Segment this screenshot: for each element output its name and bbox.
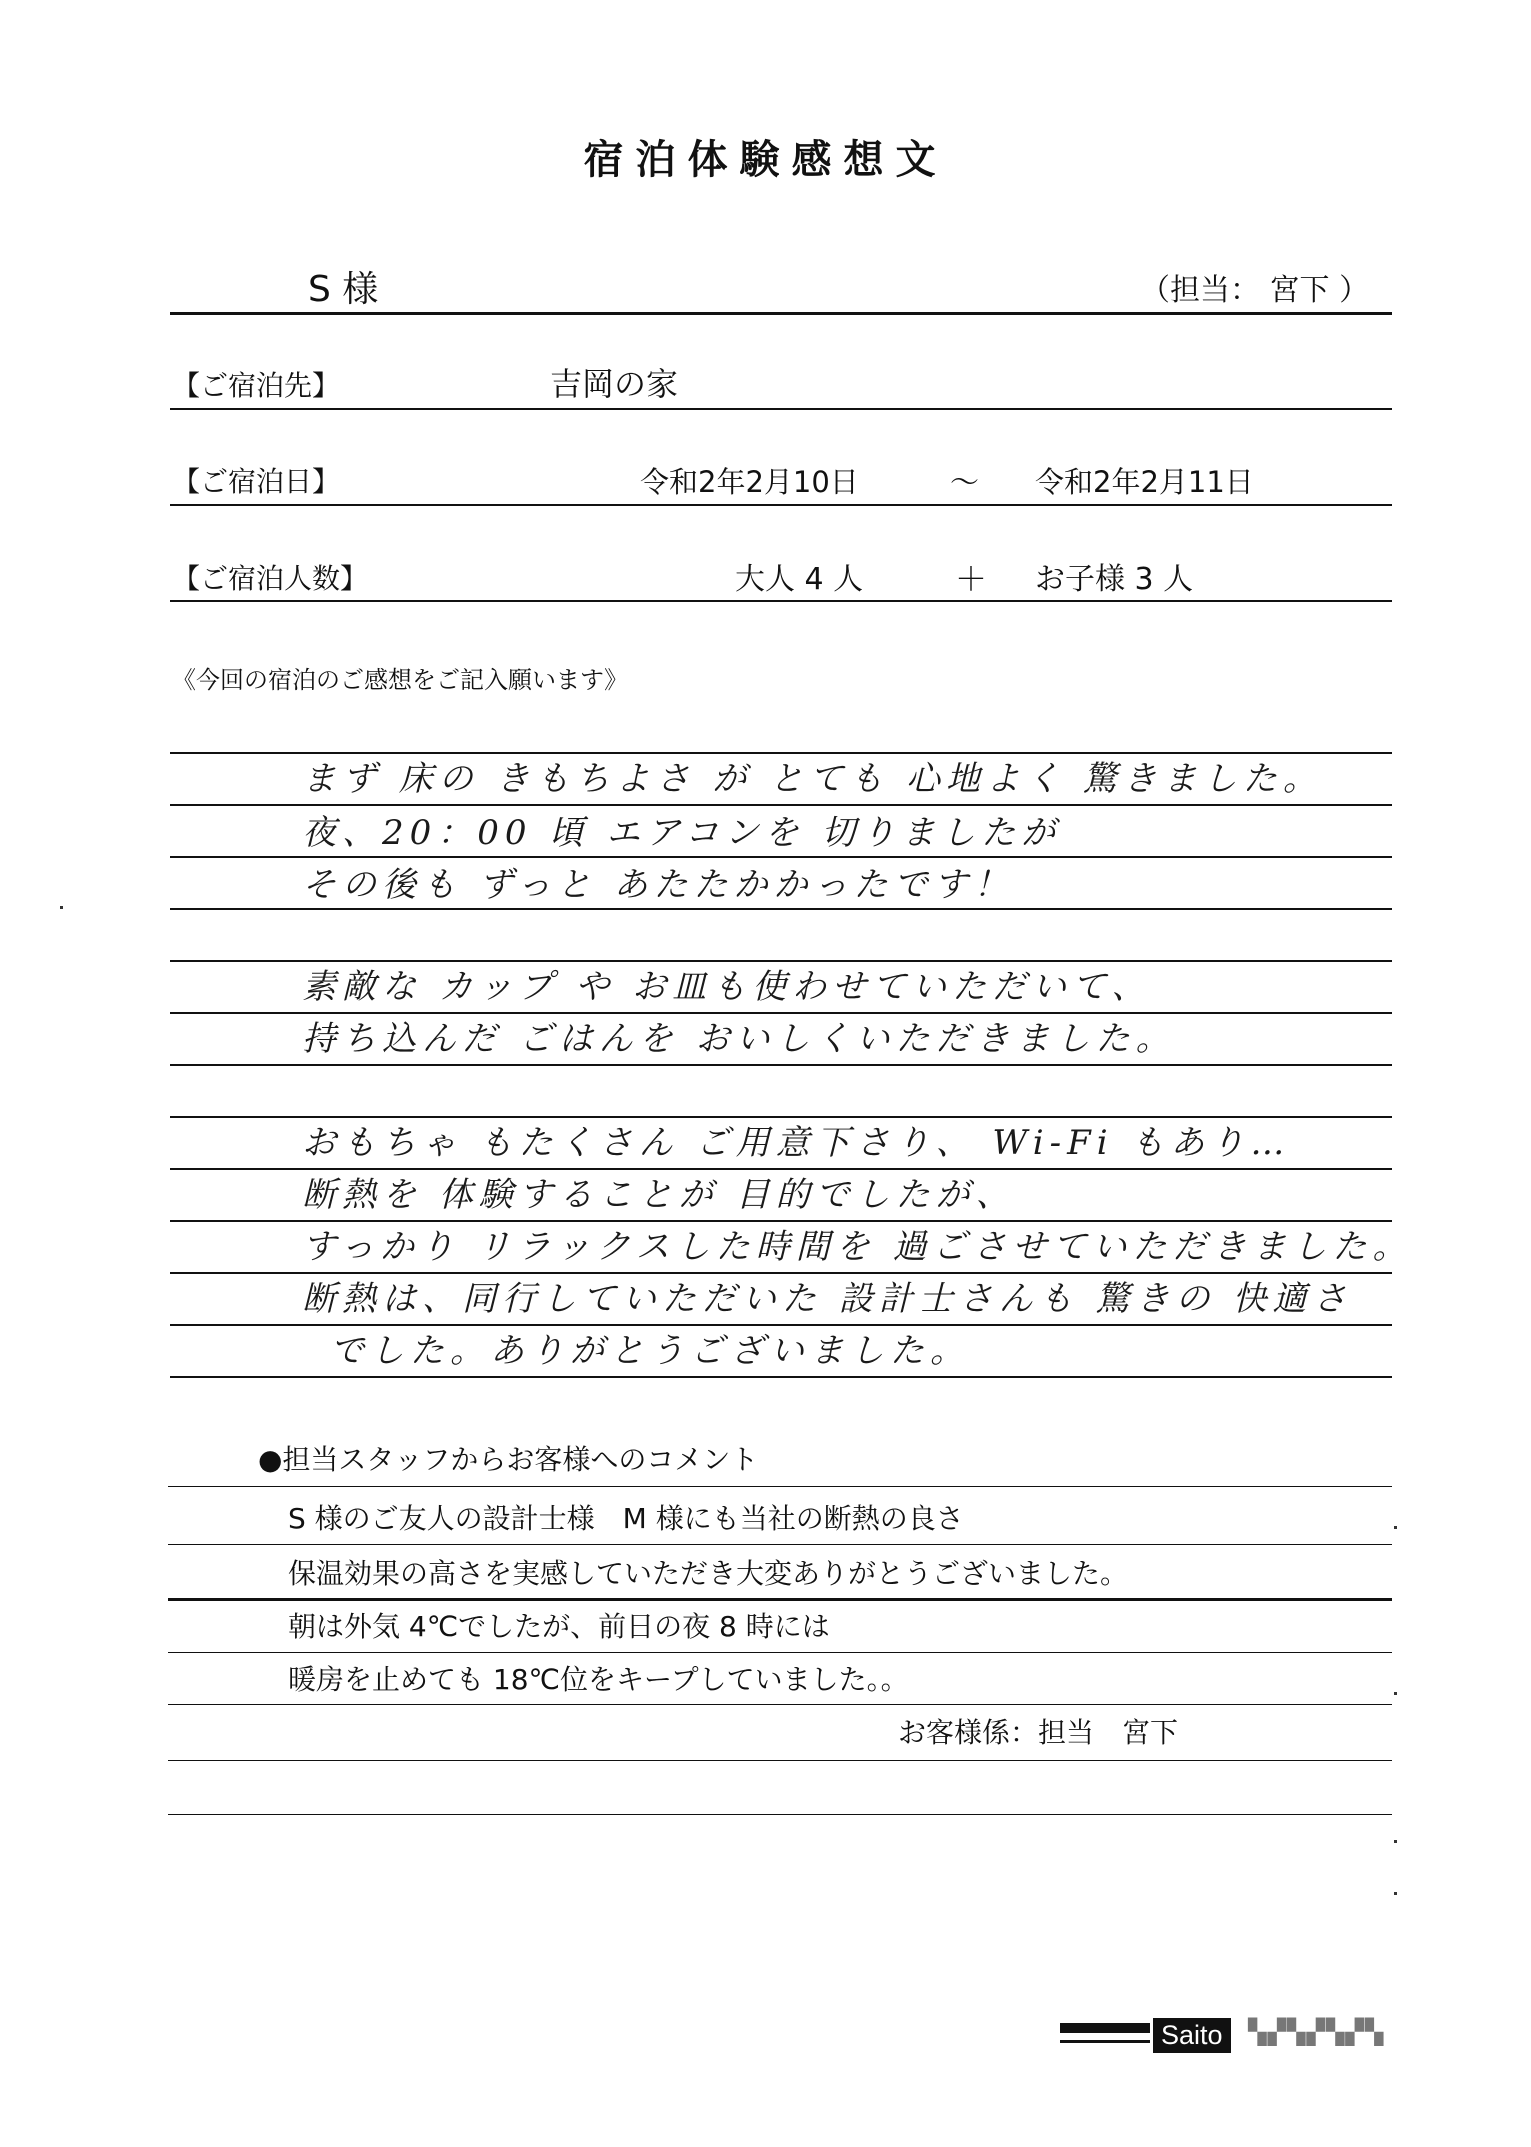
- writing-line: [170, 1064, 1392, 1066]
- handwritten-line: すっかり リラックスした時間を 過ごさせていただきました。: [302, 1227, 1413, 1267]
- staff-comment-line: 保温効果の高さを実感していただき大変ありがとうございました。: [288, 1557, 1129, 1590]
- logo-bar: [1060, 2023, 1150, 2033]
- writing-line: [170, 1272, 1392, 1274]
- writing-line: [170, 1220, 1392, 1222]
- writing-line: [170, 856, 1392, 858]
- comment-line: [168, 1814, 1392, 1815]
- writing-line: [170, 1012, 1392, 1014]
- field-label-guests: 【ご宿泊人数】: [172, 562, 369, 595]
- field-value-location: 吉岡の家: [550, 365, 679, 403]
- logo-bar: [1060, 2040, 1150, 2043]
- guest-name: S 様: [308, 269, 379, 310]
- scan-speck: [1394, 1892, 1397, 1895]
- date-end: 令和2年2月11日: [1035, 465, 1254, 499]
- comment-line: [168, 1704, 1392, 1705]
- field-underline-location: [170, 408, 1392, 410]
- writing-line: [170, 1324, 1392, 1326]
- company-logo-tail: ▚▞▚▞▚▞▚: [1248, 2018, 1385, 2046]
- handwritten-line: おもちゃ もたくさん ご用意下さり、 Wi-Fi もあり…: [302, 1123, 1291, 1163]
- scan-speck: [60, 906, 63, 909]
- date-start: 令和2年2月10日: [640, 465, 859, 499]
- impression-prompt: 《今回の宿泊のご感想をご記入願います》: [172, 666, 628, 694]
- guests-plus: ＋: [955, 560, 988, 598]
- field-underline-dates: [170, 504, 1392, 506]
- staff-comment-line: 暖房を止めても 18℃位をキープしていました。。: [288, 1663, 909, 1696]
- handwritten-line: 断熱を 体験することが 目的でしたが、: [302, 1175, 1016, 1215]
- page-title: 宿泊体験感想文: [583, 137, 948, 183]
- staff-comment-line: S 様のご友人の設計士様 M 様にも当社の断熱の良さ: [288, 1502, 964, 1535]
- handwritten-line: 断熱は、同行していただいた 設計士さんも 驚きの 快適さ: [302, 1279, 1353, 1319]
- handwritten-line: まず 床の きもちよさ が とても 心地よく 驚きました。: [302, 759, 1323, 799]
- guest-underline: [170, 312, 1392, 315]
- comment-line: [168, 1652, 1392, 1653]
- date-separator: ～: [950, 465, 980, 499]
- guests-adults: 大人 4 人: [735, 562, 864, 597]
- handwritten-line: 素敵な カップ や お皿も使わせていただいて、: [302, 967, 1152, 1007]
- writing-line: [170, 804, 1392, 806]
- comment-line: [168, 1486, 1392, 1487]
- handwritten-line: でした。ありがとうございました。: [330, 1331, 970, 1371]
- staff-comment-heading: ●担当スタッフからお客様へのコメント: [258, 1443, 759, 1476]
- scan-speck: [1394, 1692, 1397, 1695]
- handwritten-line: その後も ずっと あたたかかったです！: [302, 865, 1014, 905]
- scan-speck: [1394, 1840, 1397, 1843]
- comment-line: [168, 1760, 1392, 1761]
- staff-note: （担当： 宮下 ）: [1140, 273, 1370, 308]
- guests-children: お子様 3 人: [1035, 562, 1194, 597]
- field-label-dates: 【ご宿泊日】: [172, 465, 341, 498]
- writing-line: [170, 1116, 1392, 1118]
- company-logo: Saito: [1153, 2018, 1231, 2053]
- writing-line: [170, 1376, 1392, 1378]
- comment-line: [168, 1544, 1392, 1545]
- staff-comment-line: 朝は外気 4℃でしたが、前日の夜 8 時には: [288, 1610, 830, 1643]
- field-label-location: 【ご宿泊先】: [172, 369, 341, 402]
- handwritten-line: 持ち込んだ ごはんを おいしくいただきました。: [302, 1019, 1176, 1059]
- staff-signature: お客様係：担当 宮下: [898, 1716, 1179, 1749]
- scan-speck: [1394, 1526, 1397, 1529]
- writing-line: [170, 752, 1392, 754]
- field-underline-guests: [170, 600, 1392, 602]
- handwritten-line: 夜、20：00 頃 エアコンを 切りましたが: [302, 813, 1062, 853]
- writing-line: [170, 1168, 1392, 1170]
- writing-line: [170, 908, 1392, 910]
- comment-line: [168, 1598, 1392, 1601]
- writing-line: [170, 960, 1392, 962]
